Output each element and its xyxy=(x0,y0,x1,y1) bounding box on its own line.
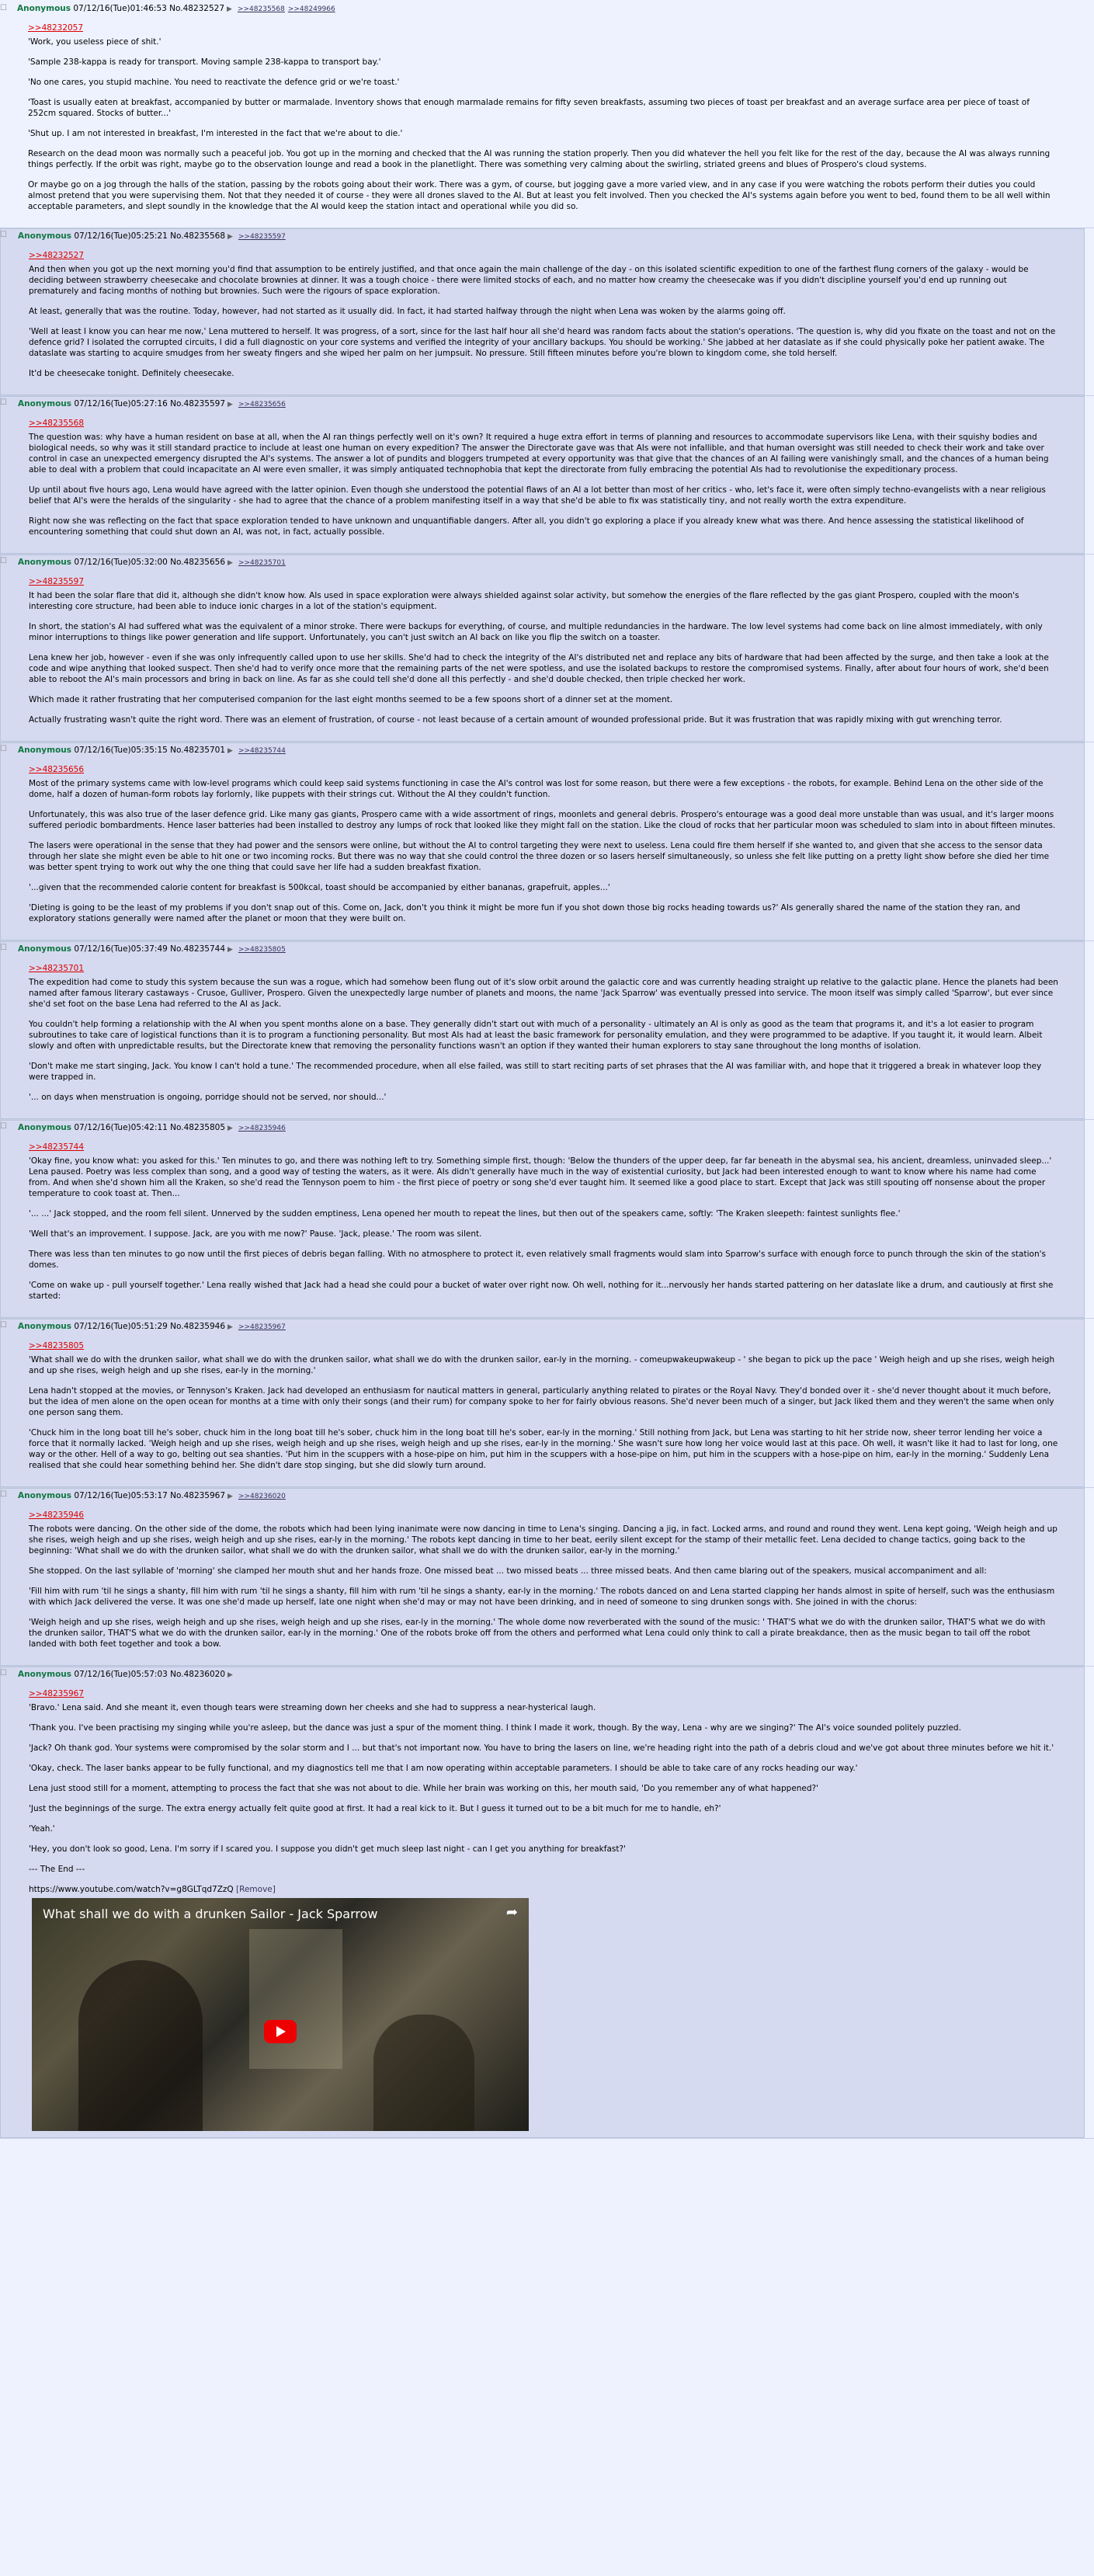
post-paragraph: Unfortunately, this was also true of the laser defence grid. Like many gas giants, Prospero came with a wide assortment of rings, moonlets and general debris. Prospero's entourage was a good deal more unstable than was usual, and it's larger moons suffered periodic bombardments. Hence laser batteries had been installed to destroy any lumps of rock that looked like they might fall on the station. Like the cloud of rocks that her particular moon was scheduled to slam into in about fifteen minutes. xyxy=(29,810,1056,830)
post-paragraph: 'Shut up. I am not interested in breakfast, I'm interested in the fact that we're about to die.' xyxy=(28,129,403,138)
post-number-link[interactable]: No.48235597 xyxy=(170,399,226,408)
quote-link[interactable]: >>48235744 xyxy=(29,1142,85,1152)
video-title[interactable]: What shall we do with a drunken Sailor - Jack Sparrow xyxy=(43,1907,378,1921)
youtube-link[interactable]: https://www.youtube.com/watch?v=g8GLTqd7ZzQ xyxy=(29,1885,234,1894)
post-info xyxy=(1,1489,1078,1504)
post-paragraph: It'd be cheesecake tonight. Definitely cheesecake. xyxy=(29,369,234,378)
post-paragraph: 'Jack? Oh thank god. Your systems were compromised by the solar storm and I ... but that's not important now. You have to bring the lasers on line, we're heading right into the path of a debris cloud and we've got about three minutes before we hit it.' xyxy=(29,1743,1054,1753)
video-embed[interactable] xyxy=(32,1898,529,2131)
post-number-link[interactable]: No.48235805 xyxy=(170,1123,226,1132)
post-paragraph: At least, generally that was the routine. Today, however, had not started as it usually did. In fact, it had started halfway through the night when Lena was woken by the alarms going off. xyxy=(29,307,786,316)
post-side-marker: ☐ xyxy=(0,1321,7,1330)
backlink[interactable]: >>48235805 xyxy=(238,946,286,954)
post-body-container xyxy=(0,1488,1085,1666)
post-message xyxy=(1,1682,1078,1875)
post-menu-arrow-icon[interactable]: ▶ xyxy=(227,1493,233,1500)
post-side-marker: ☐ xyxy=(0,4,7,12)
post xyxy=(0,554,1094,742)
poster-name: Anonymous xyxy=(18,558,72,567)
post-datetime: 07/12/16(Tue)05:35:15 xyxy=(74,746,168,755)
poster-name: Anonymous xyxy=(18,944,72,954)
post-paragraph: 'Okay fine, you know what: you asked for this.' Ten minutes to go, and there was nothing left to try. Something simple first, though: 'Below the thunders of the upper deep, far far beneath in the abysmal sea, his ancient, dreamless, uninvaded sleep...' Lena paused. Poetry was less complex than song, and a good way of testing the waters, as it were. AIs didn't generally have much in the way of existential curiosity, but Jack had been interested enough to want to know where his name had come from. And when she'd shown him all the Kraken, so she'd read the Tennyson poem to him - the first piece of poetry or song she'd ever taught him. It seemed like a good place to start. Except that Jack was still spouting off nonsense about the proper temperature to cook toast at. Then... xyxy=(29,1156,1052,1198)
post-body-container xyxy=(0,941,1085,1119)
post-menu-arrow-icon[interactable]: ▶ xyxy=(227,946,233,954)
post-number-link[interactable]: No.48232527 xyxy=(169,4,225,13)
post-paragraph: '... on days when menstruation is ongoing, porridge should not be served, nor should...' xyxy=(29,1093,387,1102)
post-side-marker: ☐ xyxy=(0,1122,7,1131)
post-paragraph: Research on the dead moon was normally such a peaceful job. You got up in the morning and checked that the AI was running the station properly. Then you did whatever the hell you felt like for the rest of the day, because the AI was always running things perfectly. If the orbit was right, maybe go to the observation lounge and read a book in the planetlight. There was something very calming about the swirling, striated greens and blues of Prospero's cloud systems. xyxy=(28,149,1051,169)
quote-link[interactable]: >>48235967 xyxy=(29,1689,85,1698)
post-paragraph: 'No one cares, you stupid machine. You need to reactivate the defence grid or we're toast.' xyxy=(28,78,400,87)
post-paragraph: '... ...' Jack stopped, and the room fell silent. Unnerved by the sudden emptiness, Lena opened her mouth to repeat the lines, but then out of the speakers came, softly: 'The Kraken sleepeth: faintest sunlights flee.' xyxy=(29,1209,901,1218)
backlink[interactable]: >>48235701 xyxy=(238,559,286,567)
backlink[interactable]: >>48235656 xyxy=(238,401,286,408)
post-paragraph: 'Okay, check. The laser banks appear to be fully functional, and my diagnostics tell me that I am now operating within acceptable parameters. I should be able to take care of any rocks heading our way.' xyxy=(29,1764,858,1773)
post-paragraph: 'Toast is usually eaten at breakfast, accompanied by butter or marmalade. Inventory shows that enough marmalade remains for fifty seven breakfasts, assuming two pieces of toast per breakfast and an average surface area per piece of toast of 252cm squared. Stocks of butter...' xyxy=(28,98,1030,118)
post-body-container xyxy=(0,396,1085,554)
post-paragraph: 'Weigh heigh and up she rises, weigh heigh and up she rises, weigh heigh and up she rises, ear-ly in the morning.' The whole dome now reverberated with the sound of the music: ' THAT'S what we do with the drunken sailor, THAT'S what we do with the drunken sailor, THAT'S what we do with the drunken sailor, ear-ly in the morning.' One of the robots broke off from the others and performed what Lena could only think to call a pirate breakdance, then as the music began to tail off the robot landed with both feet together and took a bow. xyxy=(29,1618,1046,1649)
post-info xyxy=(1,229,1078,244)
post-info xyxy=(1,942,1078,957)
post-number-link[interactable]: No.48235568 xyxy=(170,231,226,241)
post-paragraph: In short, the station's AI had suffered what was the equivalent of a minor stroke. There were backups for everything, of course, and multiple redundancies in the hardware. The low level systems had come back on line almost immediately, with only minor interruptions to things like power generation and life support. Unfortunately, you can't just switch an AI back on like you flip the switch on a toaster. xyxy=(29,622,1043,642)
post-paragraph: 'Just the beginnings of the surge. The extra energy actually felt quite good at first. It had a real kick to it. But I guess it turned out to be a bit much for me to handle, eh?' xyxy=(29,1804,721,1813)
poster-name: Anonymous xyxy=(18,399,72,408)
post-message xyxy=(1,244,1078,379)
post-paragraph: 'What shall we do with the drunken sailor, what shall we do with the drunken sailor, what shall we do with the drunken sailor, ear-ly in the morning. - comeupwakeupwakeup - ' she began to pick up the pace ' Weigh heigh and up she rises, weigh heigh and up she rises, weigh heigh and up she rises, ear-ly in the morning.' xyxy=(29,1355,1055,1375)
post-info xyxy=(1,555,1078,570)
post xyxy=(0,941,1094,1120)
post-body-container xyxy=(0,1120,1085,1318)
post-paragraph: 'Thank you. I've been practising my singing while you're asleep, but the dance was just a spur of the moment thing. I think I made it work, though. By the way, Lena - why are we singing?' The AI's voice sounded politely puzzled. xyxy=(29,1723,961,1733)
post-number-link[interactable]: No.48236020 xyxy=(170,1670,226,1679)
post-paragraph: 'Dieting is going to be the least of my problems if you don't snap out of this. Come on, Jack, don't you think it might be more fun if you shot down those big rocks heading towards us?' AIs generally shared the name of the station they ran, and exploratory stations generally were named after the planet or moon that they were built on. xyxy=(29,903,1021,923)
post-paragraph: 'Bravo.' Lena said. And she meant it, even though tears were streaming down her cheeks and she had to suppress a near-hysterical laugh. xyxy=(29,1703,596,1712)
backlink[interactable]: >>48249966 xyxy=(287,5,335,13)
post-number-link[interactable]: No.48235744 xyxy=(170,944,226,954)
youtube-link-line xyxy=(29,1884,1078,1895)
post-side-marker: ☐ xyxy=(0,231,7,239)
post-number-link[interactable]: No.48235967 xyxy=(170,1491,226,1500)
post xyxy=(0,1120,1094,1319)
post-body-container xyxy=(0,1667,1085,2138)
post-datetime: 07/12/16(Tue)05:25:21 xyxy=(74,231,168,241)
post-datetime: 07/12/16(Tue)01:46:53 xyxy=(73,4,167,13)
post-menu-arrow-icon[interactable]: ▶ xyxy=(227,233,233,241)
quote-link[interactable]: >>48235656 xyxy=(29,765,85,774)
post-datetime: 07/12/16(Tue)05:51:29 xyxy=(74,1322,168,1331)
poster-name: Anonymous xyxy=(18,1670,72,1679)
poster-name: Anonymous xyxy=(18,1491,72,1500)
post-paragraph: You couldn't help forming a relationship with the AI when you spent months alone on a base. They generally didn't start out with much of a personality - ultimately an AI is only as good as the team that programs it, and it's a lot easier to program subroutines to take care of logistical functions than it is to program a functioning personality. But most AIs had at least the basic framework for personality emulation, and they were programmed to be adaptive. If you taught it, it would learn. Albeit slowly and often with unpredictable results, but the Directorate knew that removing the personality functions wasn't an option if they wanted their human explorers to stay sane throughout the long months of isolation. xyxy=(29,1020,1043,1051)
post-paragraph: '...given that the recommended calorie content for breakfast is 500kcal, toast should be accompanied by either bananas, grapefruit, apples...' xyxy=(29,883,610,892)
post xyxy=(0,396,1094,554)
post-paragraph: 'Hey, you don't look so good, Lena. I'm sorry if I scared you. I suppose you didn't get much sleep last night - can I get you anything for breakfast?' xyxy=(29,1844,626,1854)
post-info xyxy=(1,743,1078,758)
post-body-container xyxy=(0,742,1085,940)
quote-link[interactable]: >>48232527 xyxy=(29,251,85,260)
post-info xyxy=(1,1667,1078,1682)
post-menu-arrow-icon[interactable]: ▶ xyxy=(227,1323,233,1331)
post-menu-arrow-icon[interactable]: ▶ xyxy=(227,1671,233,1679)
post-body-container xyxy=(0,554,1085,742)
play-button-icon[interactable] xyxy=(264,2020,297,2043)
post-datetime: 07/12/16(Tue)05:42:11 xyxy=(74,1123,168,1132)
post-menu-arrow-icon[interactable]: ▶ xyxy=(227,1125,233,1132)
post-paragraph: Most of the primary systems came with low-level programs which could keep said systems functioning in case the AI's control was lost for some reason, but there were a few exceptions - the robots, for example. Behind Lena on the other side of the dome, half a dozen of human-form robots lay forlornly, like puppets with their strings cut. Without the AI they couldn't function. xyxy=(29,779,1044,799)
post-number-link[interactable]: No.48235656 xyxy=(170,558,226,567)
remove-embed-link[interactable]: [Remove] xyxy=(236,1885,276,1894)
post-paragraph: 'Well that's an improvement. I suppose. Jack, are you with me now?' Pause. 'Jack, please.' The room was silent. xyxy=(29,1229,482,1239)
quote-link[interactable]: >>48235701 xyxy=(29,964,85,973)
post-paragraph: Actually frustrating wasn't quite the right word. There was an element of frustration, of course - not least because of a certain amount of wounded professional pride. But it was frustration that was rapidly mixing with gut wrenching terror. xyxy=(29,715,1002,725)
poster-name: Anonymous xyxy=(18,1123,72,1132)
post-menu-arrow-icon[interactable]: ▶ xyxy=(227,401,233,408)
post-paragraph: --- The End --- xyxy=(29,1865,85,1874)
post-paragraph: The robots were dancing. On the other side of the dome, the robots which had been lying inanimate were now dancing in time to Lena's singing. Dancing a jig, in fact. Locked arms, and round and round they went. Lena kept going, 'Weigh heigh and up she rises, weigh heigh and up she rises, weigh heigh and up she rises, ear-ly in the morning.' The robots kept dancing in time to her beat, eerily silent except for the stamp of their metallic feet. Lena decided to change tactics, going back to the beginning: 'What shall we do with the drunken sailor, what shall we do with the drunken sailor, what shall we do with the drunken sailor, ear-ly in the morning.' xyxy=(29,1524,1058,1556)
backlink[interactable]: >>48235744 xyxy=(238,747,286,755)
post-message xyxy=(1,1135,1078,1302)
post-info xyxy=(0,2,1078,16)
video-thumbnail-sail xyxy=(249,1929,342,2069)
poster-name: Anonymous xyxy=(17,4,71,13)
post-paragraph: Or maybe go on a jog through the halls of the station, passing by the robots going about their work. There was a gym, of course, but jogging gave a more varied view, and in any case if you were watching the robots perform their duties you could almost pretend that you were supervising them. Not that they needed it of course - they were all drones slaved to the AI. But at least you felt involved. Then you checked the AI's systems again before you went to bed, found them to be all well within acceptable parameters, and slept soundly in the knowledge that the AI would keep the station intact and operational while you did so. xyxy=(28,180,1051,211)
post-info xyxy=(1,1121,1078,1135)
quote-link[interactable]: >>48235805 xyxy=(29,1341,85,1351)
post-paragraph: 'Work, you useless piece of shit.' xyxy=(28,37,161,47)
post-datetime: 07/12/16(Tue)05:32:00 xyxy=(74,558,168,567)
post xyxy=(0,1488,1094,1667)
post-paragraph: 'Come on wake up - pull yourself together.' Lena really wished that Jack had a head she could pour a bucket of water over right now. Oh well, nothing for it...nervously her hands started pattering on her dataslate like a drum, and cautiously at first she started: xyxy=(29,1281,1054,1301)
post-number-link[interactable]: No.48235946 xyxy=(170,1322,226,1331)
post-message xyxy=(1,412,1078,537)
post-message xyxy=(1,957,1078,1103)
post-paragraph: 'Sample 238-kappa is ready for transport. Moving sample 238-kappa to transport bay.' xyxy=(28,57,381,67)
post-paragraph: 'Fill him with rum 'til he sings a shanty, fill him with rum 'til he sings a shanty, fill him with rum 'til he sings a shanty, ear-ly in the morning.' The robots danced on and Lena started clapping her hands almost in spite of herself, such was the enthusiasm with which Jack delivered the verse. It was one she'd made up herself, late one night when she'd may or may not have been drinking, and in need of someone to sing drunken songs with. She joined in with the chorus: xyxy=(29,1587,1055,1607)
post xyxy=(0,2,1094,228)
post-paragraph: And then when you got up the next morning you'd find that assumption to be entirely justified, and that once again the main challenge of the day - on this isolated scientific expedition to one of the farthest flung corners of the galaxy - would be deciding between strawberry cheesecake and chocolate brownies at dinner. It was a tough choice - there were limited stocks of each, and no matter how creamy the cheesecake was if you didn't discipline yourself you'd end up running out prematurely and facing months of nothing but brownies. Such were the rigours of space exploration. xyxy=(29,265,1029,296)
post-paragraph: The lasers were operational in the sense that they had power and the sensors were online, but without the AI to control targeting they were next to useless. Lena could fire them herself if she wanted to, and given that she access to the sensor data through her slate she might even be able to hit one or two incoming rocks. But there was no way that she could control the three dozen or so lasers herself simultaneously, so unless she felt like putting on a pretty light show before she died her time was better spent trying to work out why the one thing that could save her life had a sudden breakfast fixation. xyxy=(29,841,1050,872)
post-menu-arrow-icon[interactable]: ▶ xyxy=(227,5,232,13)
quote-link[interactable]: >>48235568 xyxy=(29,419,85,428)
backlink[interactable]: >>48235568 xyxy=(237,5,285,13)
post-side-marker: ☐ xyxy=(0,944,7,952)
post xyxy=(0,1319,1094,1488)
quote-link[interactable]: >>48235946 xyxy=(29,1510,85,1520)
post-paragraph: Right now she was reflecting on the fact that space exploration tended to have unknown and unquantifiable dangers. After all, you didn't go exploring a place if you already knew what was there. And hence assessing the statistical likelihood of encountering something that could shut down an AI, was not, in fact, actually possible. xyxy=(29,516,1024,537)
post-paragraph: It had been the solar flare that did it, although she didn't know how. AIs used in space exploration were always shielded against solar activity, but somehow the energies of the flare reflected by the gas giant Prospero, coupled with the moon's interesting core structure, had been able to induce ionic charges in a lot of the station's equipment. xyxy=(29,591,1019,611)
post-body-container xyxy=(0,1319,1085,1487)
post-paragraph: Lena knew her job, however - even if she was only infrequently called upon to use her skills. She'd had to check the integrity of the AI's distributed net and replace any bits of hardware that had been affected by the surge, and then take a look at the code and wipe anything that looked suspect. Then she'd had to verify once more that the remaining parts of the net were spotless, and use the isolated backups to restore the compromised systems. Finally, after about four hours of work, she'd been able to reboot the AI's main processors and bring in back on line. As far as she could tell she'd done all this perfectly - and she'd double checked, then triple checked her work. xyxy=(29,653,1049,684)
post-info xyxy=(1,397,1078,412)
post xyxy=(0,228,1094,396)
backlink[interactable]: >>48235967 xyxy=(238,1323,286,1331)
poster-name: Anonymous xyxy=(18,1322,72,1331)
post-datetime: 07/12/16(Tue)05:27:16 xyxy=(74,399,168,408)
post-info xyxy=(1,1319,1078,1334)
post-body-container xyxy=(0,2,1085,228)
post-message xyxy=(1,570,1078,725)
post-datetime: 07/12/16(Tue)05:53:17 xyxy=(74,1491,168,1500)
post-paragraph: Lena just stood still for a moment, attempting to process the fact that she was not about to die. While her brain was working on this, her mouth said, 'Do you remember any of what happened?' xyxy=(29,1784,819,1793)
quote-link[interactable]: >>48235597 xyxy=(29,577,85,586)
video-thumbnail-figure xyxy=(373,2015,474,2131)
post-paragraph: Lena hadn't stopped at the movies, or Tennyson's Kraken. Jack had developed an enthusiasm for nautical matters in general, particularly anything related to pirates or the Royal Navy. They'd bonded over it - she'd never thought about it much before, but the idea of men alone on the open ocean for months at a time with only their songs (and their rum) for company spoke to her for fairly obvious reasons. She'd never been much of a singer, but Jack liked them and they weren't the same when only one person sang them. xyxy=(29,1386,1054,1417)
post-paragraph: 'Well at least I know you can hear me now,' Lena muttered to herself. It was progress, of a sort, since for the last half hour all she'd heard was random facts about the station's operations. 'The question is, why did you fixate on the toast and not on the defence grid? I isolated the corrupted circuits, I did a full diagnostic on your core systems and verified the integrity of your ancillary backups. You should be working.' She jabbed at her dataslate as if she could physically poke her patient awake. The dataslate was starting to acquire smudges from her sweaty fingers and she wiped her palm on her jumpsuit. No pressure. Still fifteen minutes before you're blown to kingdom come, she told herself. xyxy=(29,327,1056,358)
post-menu-arrow-icon[interactable]: ▶ xyxy=(227,559,233,567)
poster-name: Anonymous xyxy=(18,746,72,755)
post-message xyxy=(1,758,1078,924)
post-paragraph: Which made it rather frustrating that her computerised companion for the last eight months seemed to be a few spoons short of a dinner set at the moment. xyxy=(29,695,673,704)
backlink[interactable]: >>48235597 xyxy=(238,233,286,241)
post-body-container xyxy=(0,228,1085,395)
post-paragraph: The expedition had come to study this system because the sun was a rogue, which had somehow been flung out of it's slow orbit around the galactic core and was currently heading straight up relative to the galactic plane. Hence the planets had been named after famous literary castaways - Crusoe, Gulliver, Prospero. Given the unexpectedly large number of planets and moons, the name 'Jack Sparrow' was eventually pressed into service. The moon itself was simply called 'Sparrow', but ever since she'd set foot on the base Lena had referred to the AI as Jack. xyxy=(29,978,1058,1009)
post-paragraph: The question was: why have a human resident on base at all, when the AI ran things perfectly well on it's own? It required a huge extra effort in terms of planning and resources to accommodate supervisors like Lena, with their squishy bodies and biological needs, so why was it still standard practice to include at least one human on every expedition? The answer the Directorate gave was that AIs were not infallible, and that human oversight was still needed to check their work and take over control in case an unexpected emergency disrupted the AI's systems. The answer a lot of pundits and bloggers trumpeted at every opportunity was that give that the chances of an AI failing were vanishingly small, and the chances of a human being able to deal with a problem that could incapacitate an AI were even smaller, it was simply antiquated technophobia that kept the directorate from fully embracing the potential AIs had to revolutionise the expeditionary process. xyxy=(29,433,1049,475)
post-side-marker: ☐ xyxy=(0,745,7,753)
post-side-marker: ☐ xyxy=(0,557,7,565)
post xyxy=(0,742,1094,941)
post-number-link[interactable]: No.48235701 xyxy=(170,746,226,755)
poster-name: Anonymous xyxy=(18,231,72,241)
post-datetime: 07/12/16(Tue)05:37:49 xyxy=(74,944,168,954)
quote-link[interactable]: >>48232057 xyxy=(28,23,84,33)
post-datetime: 07/12/16(Tue)05:57:03 xyxy=(74,1670,168,1679)
post-paragraph: 'Chuck him in the long boat till he's sober, chuck him in the long boat till he's sober, chuck him in the long boat till he's sober, ear-ly in the morning.' Still nothing from Jack, but Lena was starting to hit her stride now, sheer terror lending her voice a force that it normally lacked. 'Weigh heigh and up she rises, weigh heigh and up she rises, weigh heigh and up she rises, ear-ly in the morning.' She wasn't sure how long her voice would last at this pace. Oh well, it wasn't like it had to last for long, one way or the other. Hell of a way to go, belting out sea shanties. 'Put him in the scuppers with a hose-pipe on him, put him in the scuppers with a hose-pipe on him, put him in the scuppers with a hose-pipe on him, ear-ly in the morning.' Suddenly Lena realised that she could hear something behind her. She didn't dare stop singing, but she did slowly turn around. xyxy=(29,1428,1058,1470)
post-message xyxy=(1,1334,1078,1471)
video-thumbnail-figure xyxy=(78,1960,203,2131)
post-message xyxy=(0,16,1078,212)
post-paragraph: There was less than ten minutes to go now until the first pieces of debris began falling. With no atmosphere to protect it, even relatively small fragments would slam into Sparrow's surface with enough force to punch through the skin of the station's domes. xyxy=(29,1250,1046,1270)
post-paragraph: 'Don't make me start singing, Jack. You know I can't hold a tune.' The recommended procedure, when all else failed, was still to start reciting parts of set phrases that the AI was familiar with, and hope that it triggered a break in whatever loop they were trapped in. xyxy=(29,1062,1042,1082)
post-message xyxy=(1,1504,1078,1650)
post-paragraph: She stopped. On the last syllable of 'morning' she clamped her mouth shut and her hands froze. One missed beat ... two missed beats ... three missed beats. And then came blaring out of the speakers, musical accompaniment and all: xyxy=(29,1566,987,1576)
share-icon[interactable]: ➦ xyxy=(505,1904,518,1921)
post xyxy=(0,1667,1094,2139)
post-side-marker: ☐ xyxy=(0,398,7,407)
post-side-marker: ☐ xyxy=(0,1669,7,1677)
backlink[interactable]: >>48236020 xyxy=(238,1493,286,1500)
post-side-marker: ☐ xyxy=(0,1490,7,1499)
post-paragraph: Up until about five hours ago, Lena would have agreed with the latter opinion. Even though she understood the potential flaws of an AI a lot better than most of her critics - who, let's face it, were often simply techno-evangelists with a near religious belief that AI's were the heralds of the singularity - she had to agree that the chance of a problem manifesting itself in a way that she'd be able to fix was statistically tiny, and not really worth the extra expenditure. xyxy=(29,485,1046,506)
post-menu-arrow-icon[interactable]: ▶ xyxy=(227,747,233,755)
backlink[interactable]: >>48235946 xyxy=(238,1125,286,1132)
post-paragraph: 'Yeah.' xyxy=(29,1824,55,1834)
